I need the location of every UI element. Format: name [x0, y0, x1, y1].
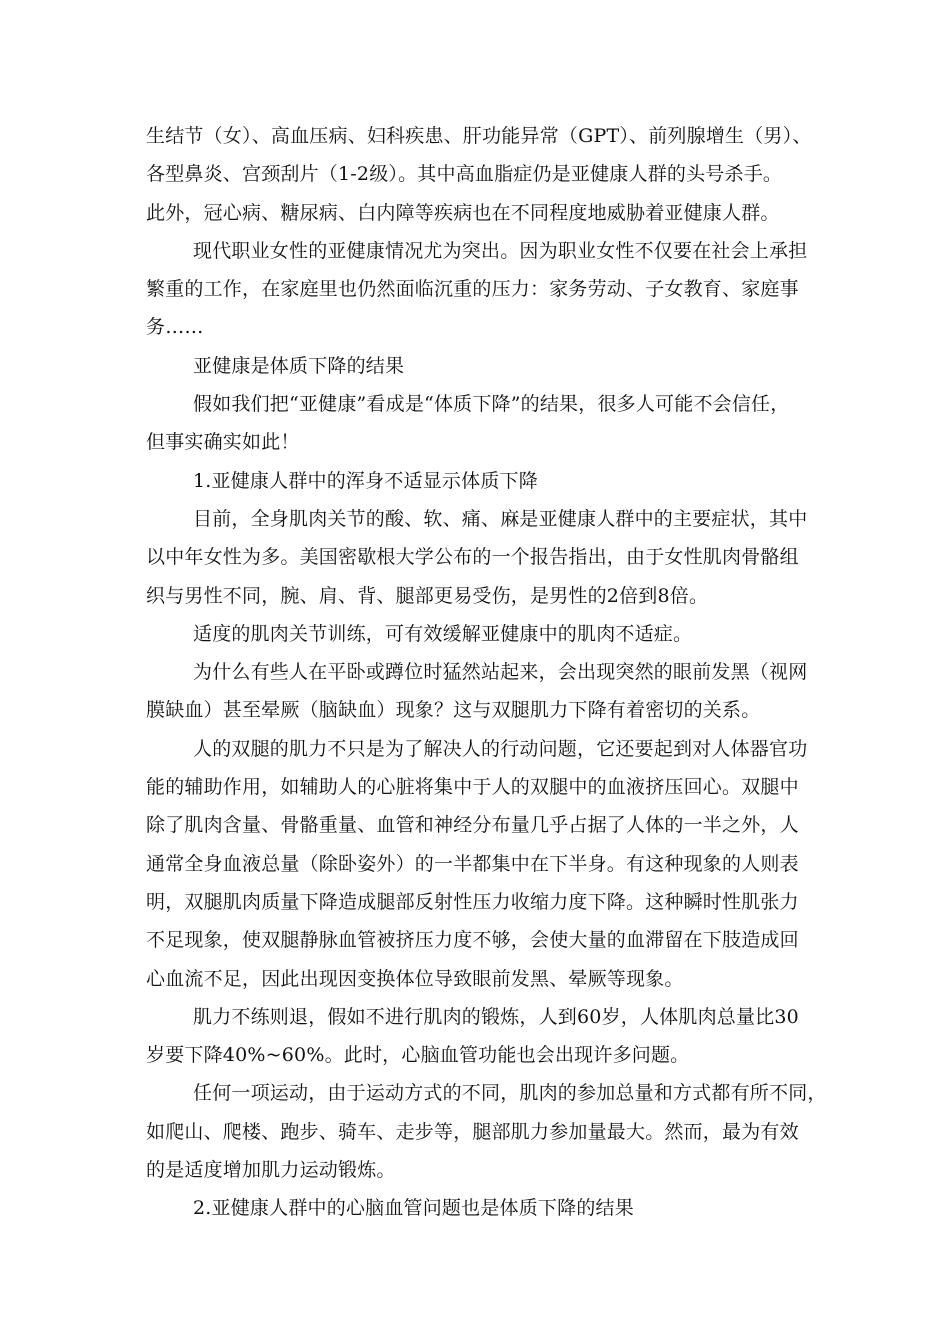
text-line: 人的双腿的肌力不只是为了解决人的行动问题，它还要起到对人体器官功: [193, 737, 808, 760]
text-line: 繁重的工作，在家庭里也仍然面临沉重的压力：家务劳动、子女教育、家庭事: [146, 278, 799, 301]
text-line: 能的辅助作用，如辅助人的心脏将集中于人的双腿中的血液挤压回心。双腿中: [146, 776, 799, 799]
body-text: [146, 117, 832, 1228]
text-line: 以中年女性为多。美国密歇根大学公布的一个报告指出，由于女性肌肉骨骼组: [146, 546, 799, 569]
heading-text: 1.亚健康人群中的浑身不适显示体质下降: [193, 469, 538, 492]
paragraph-4: [146, 385, 832, 462]
text-line: 明，双腿肌肉质量下降造成腿部反射性压力收缩力度下降。这种瞬时性肌张力: [146, 890, 799, 913]
paragraph-9: [146, 730, 832, 998]
paragraph-10: [146, 998, 832, 1075]
paragraph-7: [146, 615, 832, 653]
text-line: 此外，冠心病、糖尿病、白内障等疾病也在不同程度地威胁着亚健康人群。: [146, 201, 780, 224]
text-line: 膜缺血）甚至晕厥（脑缺血）现象？这与双腿肌力下降有着密切的关系。: [146, 699, 761, 722]
text-line: 各型鼻炎、宫颈刮片（1-2级）。其中高血脂症仍是亚健康人群的头号杀手。: [146, 163, 783, 186]
heading-text: 2.亚健康人群中的心脑血管问题也是体质下降的结果: [193, 1197, 634, 1220]
text-line: 岁要下降40%~60%。此时，心脑血管功能也会出现许多问题。: [146, 1044, 690, 1067]
paragraph-8: [146, 653, 832, 730]
paragraph-2: [146, 232, 832, 347]
text-line: 除了肌肉含量、骨骼重量、血管和神经分布量几乎占据了人体的一半之外，人: [146, 814, 799, 837]
heading-text: 亚健康是体质下降的结果: [193, 354, 405, 377]
text-line: 适度的肌肉关节训练，可有效缓解亚健康中的肌肉不适症。: [193, 622, 693, 645]
paragraph-1: [146, 117, 832, 232]
text-line: 务……: [146, 316, 204, 339]
section-heading: [146, 347, 832, 385]
text-line: 但事实确实如此！: [146, 431, 300, 454]
text-line: 织与男性不同，腕、肩、背、腿部更易受伤，是男性的2倍到8倍。: [146, 584, 709, 607]
text-line: 目前，全身肌肉关节的酸、软、痛、麻是亚健康人群中的主要症状，其中: [193, 507, 808, 530]
text-line: 假如我们把“亚健康”看成是“体质下降”的结果，很多人可能不会信任，: [193, 393, 790, 416]
text-line: 心血流不足，因此出现因变换体位导致眼前发黑、晕厥等现象。: [146, 967, 684, 990]
text-line: 如爬山、爬楼、跑步、骑车、走步等，腿部肌力参加量最大。然而，最为有效: [146, 1120, 799, 1143]
text-line: 为什么有些人在平卧或蹲位时猛然站起来，会出现突然的眼前发黑（视网: [193, 661, 808, 684]
subheading-1: [146, 462, 832, 500]
text-line: 任何一项运动，由于运动方式的不同，肌肉的参加总量和方式都有所不同，: [193, 1082, 827, 1105]
text-line: 的是适度增加肌力运动锻炼。: [146, 1159, 396, 1182]
paragraph-11: [146, 1074, 832, 1189]
paragraph-6: [146, 500, 832, 615]
text-line: 生结节（女）、高血压病、妇科疾患、肝功能异常（GPT）、前列腺增生（男）、: [146, 125, 812, 147]
subheading-2: [146, 1189, 832, 1227]
text-line: 通常全身血液总量（除卧姿外）的一半都集中在下半身。有这种现象的人则表: [146, 852, 799, 875]
text-line: 不足现象，使双腿静脉血管被挤压力度不够，会使大量的血滞留在下肢造成回: [146, 929, 799, 952]
text-line: 肌力不练则退，假如不进行肌肉的锻炼，人到60岁，人体肌肉总量比30: [193, 1005, 799, 1028]
text-line: 现代职业女性的亚健康情况尤为突出。因为职业女性不仅要在社会上承担: [193, 239, 808, 262]
